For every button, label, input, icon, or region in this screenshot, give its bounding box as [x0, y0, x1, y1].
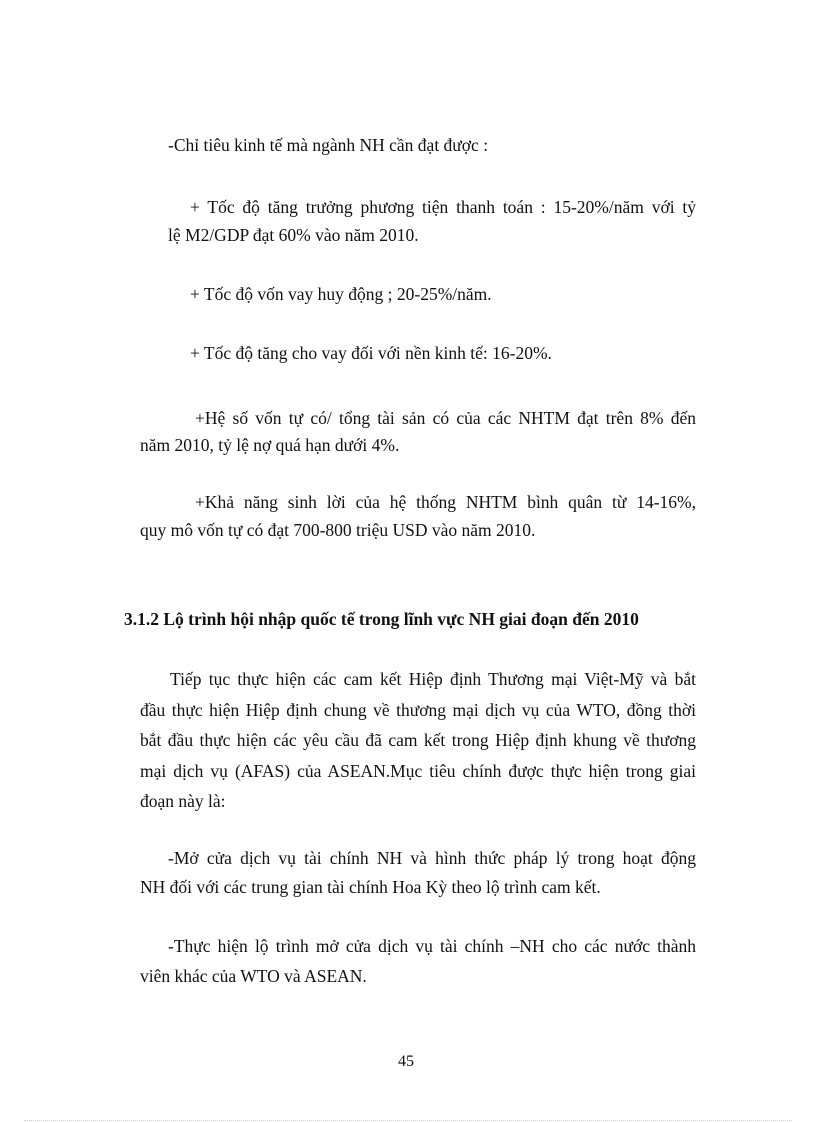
paragraph-line-2: đầu thực hiện Hiệp định chung về thương mại dịch vụ của WTO, đồng thời [140, 700, 696, 720]
target-1-line-1: + Tốc độ tăng trưởng phương tiện thanh toán : 15-20%/năm với tỷ [190, 197, 696, 217]
paragraph-line-3: bắt đầu thực hiện các yêu cầu đã cam kết trong Hiệp định khung về thương [140, 730, 696, 750]
goal-1-line-1: -Mở cửa dịch vụ tài chính NH và hình thức pháp lý trong hoạt động [168, 848, 696, 868]
target-5-line-2: quy mô vốn tự có đạt 700-800 triệu USD vào năm 2010. [140, 520, 536, 540]
paragraph-line-1: Tiếp tục thực hiện các cam kết Hiệp định Thương mại Việt-Mỹ và bắt [170, 669, 696, 689]
goal-2-line-1: -Thực hiện lộ trình mở cửa dịch vụ tài chính –NH cho các nước thành [168, 936, 696, 956]
target-2: + Tốc độ vốn vay huy động ; 20-25%/năm. [190, 284, 492, 304]
paragraph-line-4: mại dịch vụ (AFAS) của ASEAN.Mục tiêu chính được thực hiện trong giai [140, 761, 696, 781]
target-1-line-2: lệ M2/GDP đạt 60% vào năm 2010. [168, 225, 419, 245]
section-heading: 3.1.2 Lộ trình hội nhập quốc tế trong lĩnh vực NH giai đoạn đến 2010 [124, 609, 639, 629]
paragraph-line-5: đoạn này là: [140, 791, 226, 811]
goal-1-line-2: NH đối với các trung gian tài chính Hoa Kỳ theo lộ trình cam kết. [140, 877, 601, 897]
target-5-line-1: +Khả năng sinh lời của hệ thống NHTM bình quân từ 14-16%, [195, 492, 696, 512]
target-4-line-1: +Hệ số vốn tự có/ tổng tài sản có của các NHTM đạt trên 8% đến [195, 408, 696, 428]
page-bottom-divider [24, 1120, 792, 1121]
target-3: + Tốc độ tăng cho vay đối với nền kinh tế: 16-20%. [190, 343, 552, 363]
goal-2-line-2: viên khác của WTO và ASEAN. [140, 966, 367, 986]
intro-line: -Chỉ tiêu kinh tế mà ngành NH cần đạt được : [168, 135, 489, 155]
page-number: 45 [398, 1053, 414, 1070]
target-4-line-2: năm 2010, tỷ lệ nợ quá hạn dưới 4%. [140, 435, 400, 455]
